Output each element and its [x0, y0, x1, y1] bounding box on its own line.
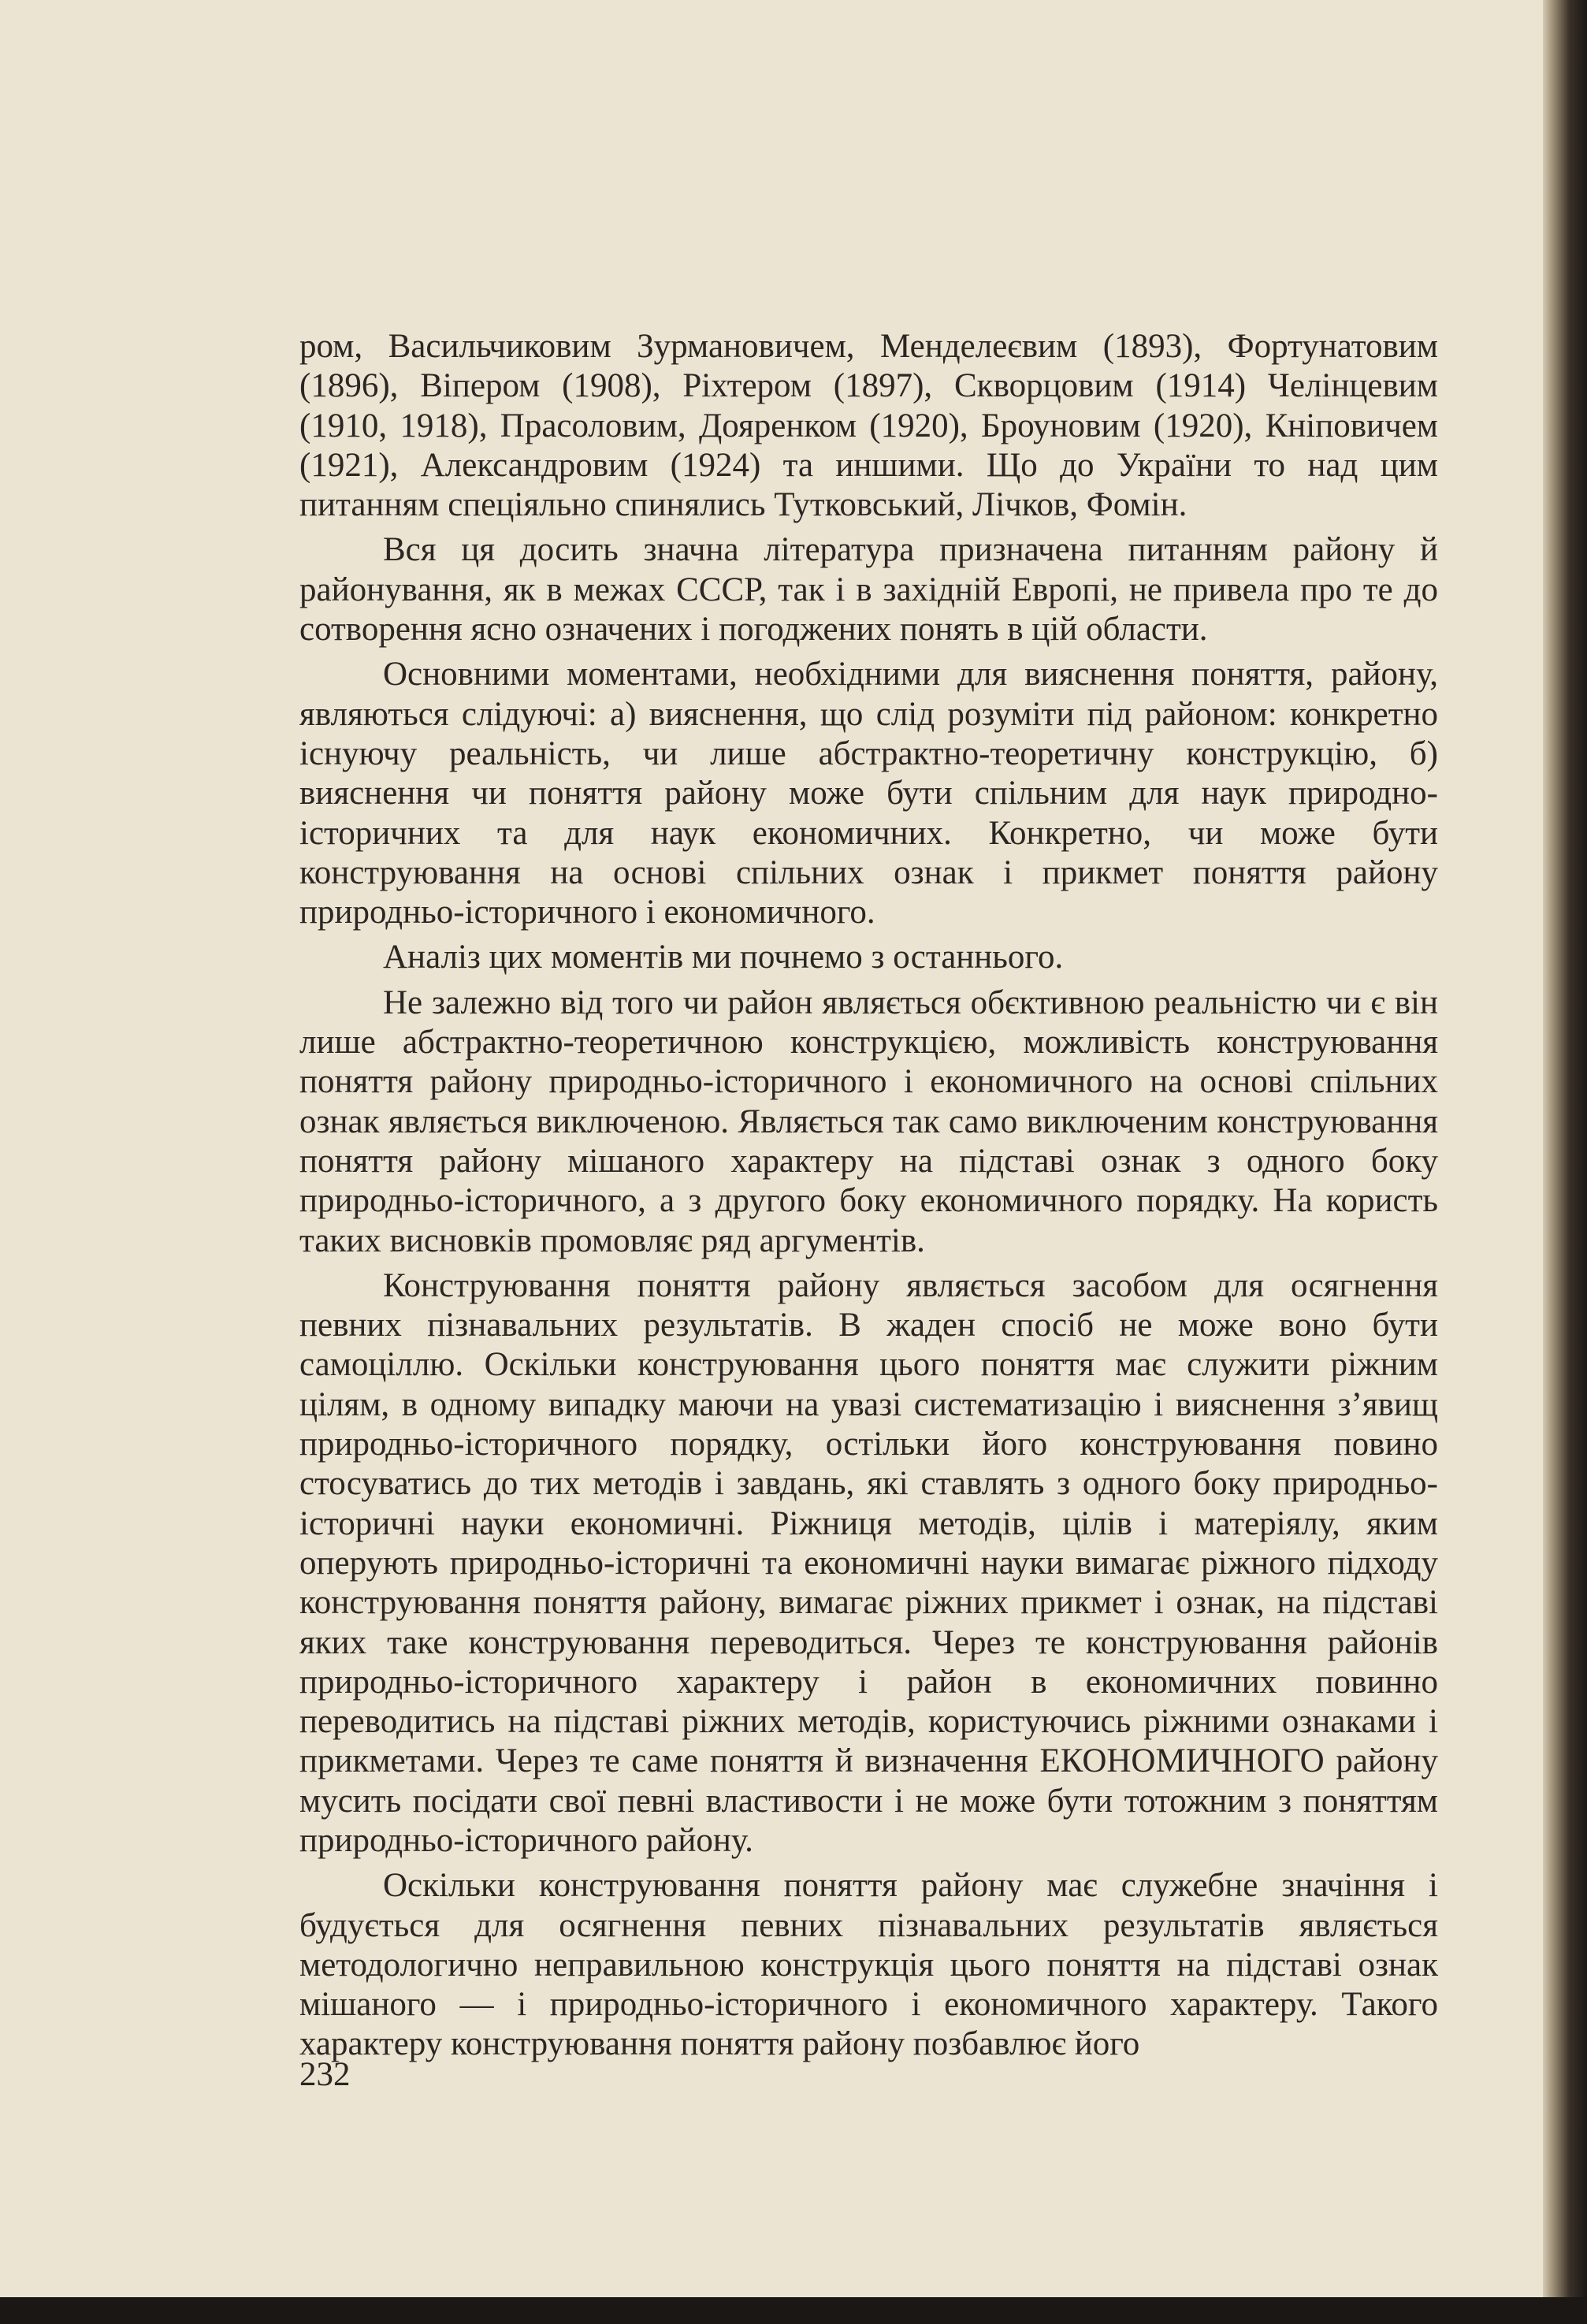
page-number: 232 — [299, 2056, 351, 2093]
paragraph-4: Аналіз цих моментів ми почнемо з останнього. — [383, 939, 1064, 976]
book-spine-shadow — [1543, 0, 1587, 2324]
paragraph-2: Вся ця досить значна література призначена питанням району й районування, як в межах СССР, так і в західній Европі, не привела про те до сотворення ясно означених і погоджених понять в цій области. — [299, 531, 1438, 649]
body-text — [299, 327, 1438, 2065]
paragraph-1: ром, Васильчиковим Зурмановичем, Менделеєвим (1893), Фортунатовим (1896), Віпером (1908), Ріхтером (1897), Скворцовим (1914) Челінцевим (1910, 1918), Прасоловим, Дояренком (1920), Броуновим (1920), Кніповичем (1921), Александровим (1924) та иншими. Що до України то над цим питанням спеціяльно спинялись Тутковський, Лічков, Фомін. — [299, 328, 1438, 524]
paragraph-5: Не залежно від того чи район являється обєктивною реальністю чи є він лише абстрактно-теоретичною конструкцією, можливість конструювання поняття району природньо-історичного і економичного на основі спільних ознак являється виключеною. Являється так само виключеним конструювання поняття району мішаного характеру на підставі ознак з одного боку природньо-історичного, а з другого боку економичного порядку. На користь таких висновків промовляє ряд аргументів. — [299, 984, 1438, 1259]
paragraph-3: Основними моментами, необхідними для вияснення поняття, району, являються слідуючі: а) вияснення, що слід розуміти під районом: конкретно існуючу реальність, чи лише абстрактно-теоретичну конструкцію, б) вияснення чи поняття району може бути спільним для наук природно-історичних та для наук економичних. Конкретно, чи може бути конструювання на основі спільних ознак і прикмет поняття району природньо-історичного і економичного. — [299, 656, 1438, 931]
paragraph-6: Конструювання поняття району являється засобом для осягнення певних пізнавальних результатів. В жаден спосіб не може воно бути самоціллю. Оскільки конструювання цього поняття має служити ріжним цілям, в одному випадку маючи на увазі систематизацію і вияснення з’явищ природньо-історичного порядку, остільки його конструювання повино стосуватись до тих методів і завдань, які ставлять з одного боку природньо-історичні науки економичні. Ріжниця методів, цілів і матеріялу, яким оперують природньо-історичні та економичні науки вимагає ріжного підходу конструювання поняття району, вимагає ріжних прикмет і ознак, на підставі яких таке конструювання переводиться. Через те конструювання районів природньо-історичного характеру і район в економичних повинно переводитись на підставі ріжних методів, користуючись ріжними ознаками і прикметами. Через те саме поняття й визначення ЕКОНОМИЧНОГО району мусить посідати свої певні властивости і не може бути тотожним з поняттям природньо-історичного району. — [299, 1266, 1438, 1859]
scan-bottom-edge — [0, 2297, 1587, 2324]
paragraph-7: Оскільки конструювання поняття району має служебне значіння і будується для осягнення певних пізнавальних результатів являється методологично неправильною конструкція цього поняття на підставі ознак мішаного — і природньо-історичного і економичного характеру. Такого характеру конструювання поняття району позбавлює його — [299, 1867, 1438, 2063]
